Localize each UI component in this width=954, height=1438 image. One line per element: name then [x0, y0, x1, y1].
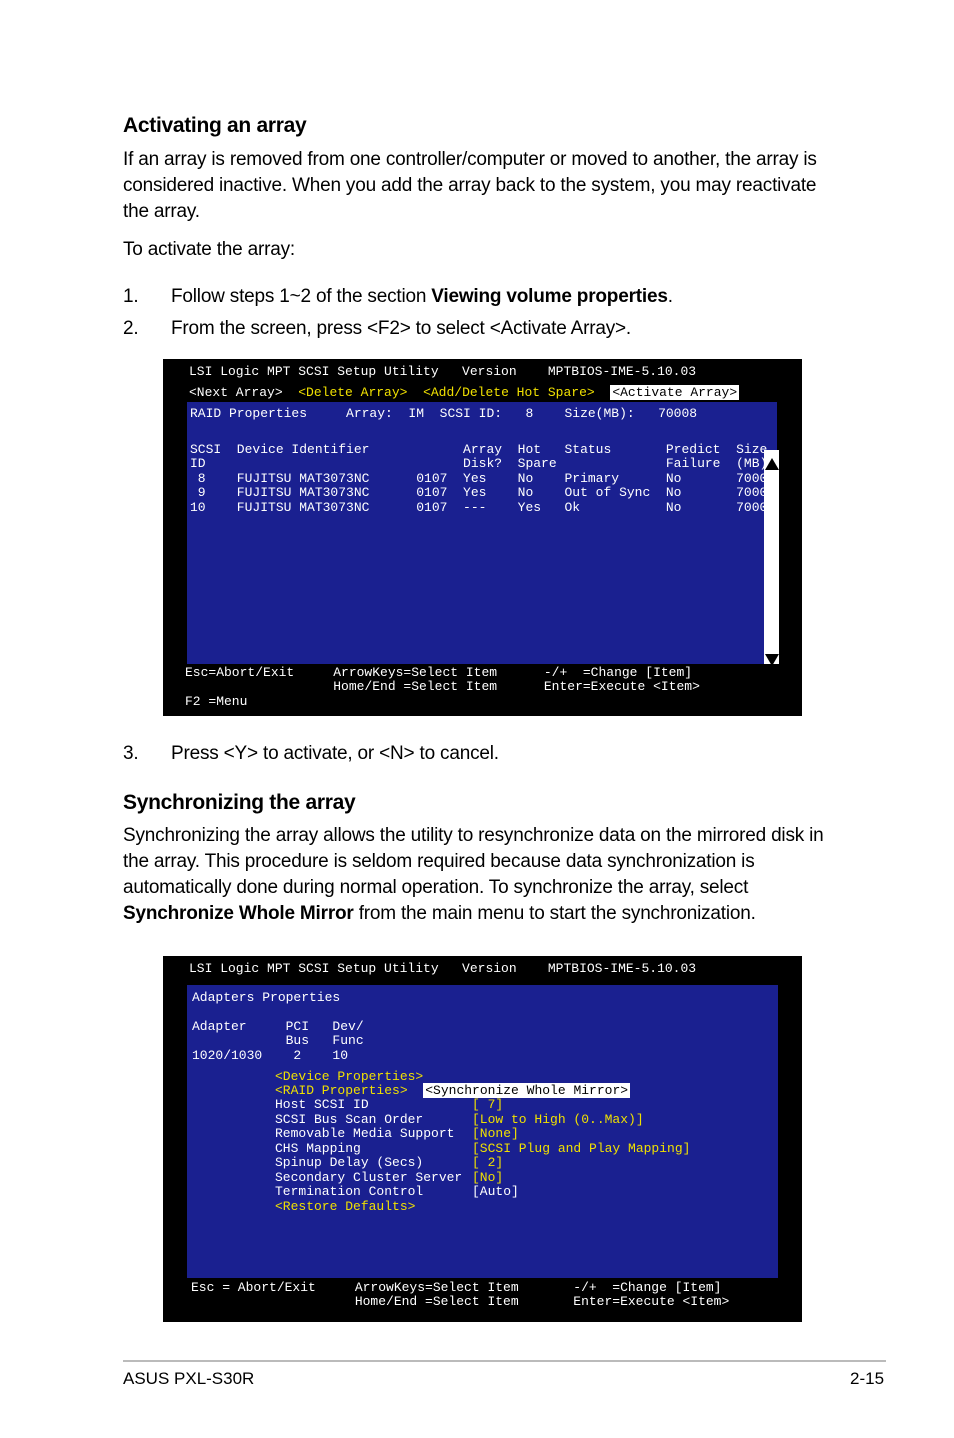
step-number: 1. — [123, 286, 139, 307]
setting-label: Spinup Delay (Secs) — [275, 1155, 424, 1170]
menu-row-raid — [275, 1084, 630, 1098]
section-heading-activating: Activating an array — [123, 114, 307, 137]
menu-restore-defaults[interactable]: <Restore Defaults> — [275, 1199, 416, 1214]
help-line-2: Home/End =Select Item Enter=Execute <Item> — [191, 1294, 730, 1309]
setting-label: Secondary Cluster Server — [275, 1170, 463, 1185]
setting-value[interactable]: [Auto] — [472, 1184, 519, 1199]
step-number: 2. — [123, 318, 139, 339]
step-3 — [123, 743, 823, 769]
menu-raid-properties[interactable]: <RAID Properties> — [275, 1083, 408, 1098]
adapter-row[interactable]: 1020/1030 2 10 — [192, 1048, 349, 1063]
setting-label: CHS Mapping — [275, 1141, 361, 1156]
setting-label: SCSI Bus Scan Order — [275, 1112, 424, 1127]
setting-label: Removable Media Support — [275, 1126, 455, 1141]
setting-value[interactable]: [SCSI Plug and Play Mapping] — [472, 1141, 691, 1156]
screen-title: LSI Logic MPT SCSI Setup Utility Version MPTBIOS-IME-5.10.03 — [189, 364, 697, 379]
step-text: From the screen, press <F2> to select <Activate Array>. — [171, 318, 631, 339]
intro-paragraph: If an array is removed from one controller/computer or moved to another, the array is considered inactive. When you add the array back to the system, you may reactivate the array. — [123, 149, 817, 222]
table-header-row-2: ID Disk? Spare Failure (MB) — [190, 456, 768, 471]
screen-menu-bar — [189, 386, 739, 400]
menu-activate-array[interactable]: <Activate Array> — [612, 385, 738, 400]
help-line-2: Home/End =Select Item Enter=Execute <Item> — [185, 679, 700, 694]
adapter-header-1: Adapter PCI Dev/ — [192, 1019, 364, 1034]
step-number: 3. — [123, 743, 139, 764]
setting-label: Termination Control — [275, 1184, 424, 1199]
adapter-header-2: Bus Func — [192, 1033, 364, 1048]
help-line-1: Esc=Abort/Exit ArrowKeys=Select Item -/+ =Change [Item] — [185, 665, 693, 680]
setting-value[interactable]: [None] — [472, 1126, 519, 1141]
footer-divider — [123, 1360, 886, 1362]
footer-page-number: 2-15 — [850, 1369, 885, 1388]
help-line-1: Esc = Abort/Exit ArrowKeys=Select Item -/+ =Change [Item] — [191, 1280, 722, 1295]
help-line-3: F2 =Menu — [185, 694, 248, 709]
screen-title: LSI Logic MPT SCSI Setup Utility Version MPTBIOS-IME-5.10.03 — [189, 961, 697, 976]
setting-value[interactable]: [ 2] — [472, 1155, 504, 1170]
menu-device-properties[interactable]: <Device Properties> — [275, 1069, 424, 1084]
setting-value[interactable]: [No] — [472, 1170, 504, 1185]
table-header-row-1: SCSI Device Identifier Array Hot Status Predict Size — [190, 442, 768, 457]
setting-label: Host SCSI ID — [275, 1097, 369, 1112]
table-row[interactable]: 8 FUJITSU MAT3073NC 0107 Yes No Primary No 70008 — [190, 471, 776, 486]
step-text: Press <Y> to activate, or <N> to cancel. — [171, 743, 499, 764]
bios-screen-adapter-properties — [163, 956, 802, 1322]
footer-product: ASUS PXL-S30R — [123, 1369, 255, 1388]
bios-screen-activate-array — [163, 359, 802, 716]
setting-value[interactable]: [Low to High (0..Max)] — [472, 1112, 644, 1127]
menu-add-delete-hot-spare[interactable]: <Add/Delete Hot Spare> — [423, 385, 595, 400]
step-2 — [123, 318, 823, 344]
scroll-down-icon[interactable] — [765, 654, 779, 666]
setting-value[interactable]: [ 7] — [472, 1097, 504, 1112]
sync-paragraph: Synchronizing the array allows the utility to resynchronize data on the mirrored disk in the array. This procedure is seldom required because data synchronization is automatically done during normal operation. To synchronize the array, select Synchronize Whole Mirror from the main menu to start the synchronization. — [123, 825, 824, 924]
table-row[interactable]: 9 FUJITSU MAT3073NC 0107 Yes No Out of Sync No 70008 — [190, 485, 776, 500]
step-text: Follow steps 1~2 of the section Viewing volume properties. — [171, 286, 673, 307]
section-heading-synchronizing: Synchronizing the array — [123, 791, 356, 814]
menu-delete-array[interactable]: <Delete Array> — [298, 385, 408, 400]
adapters-title: Adapters Properties — [192, 990, 341, 1005]
menu-next-array[interactable]: <Next Array> — [189, 385, 283, 400]
lead-text: To activate the array: — [123, 239, 295, 260]
menu-synchronize-whole-mirror[interactable]: <Synchronize Whole Mirror> — [425, 1083, 629, 1098]
table-row[interactable]: 10 FUJITSU MAT3073NC 0107 --- Yes Ok No 70008 — [190, 500, 776, 515]
step-1 — [123, 286, 823, 312]
raid-properties-line: RAID Properties Array: IM SCSI ID: 8 Size(MB): 70008 — [190, 406, 698, 421]
